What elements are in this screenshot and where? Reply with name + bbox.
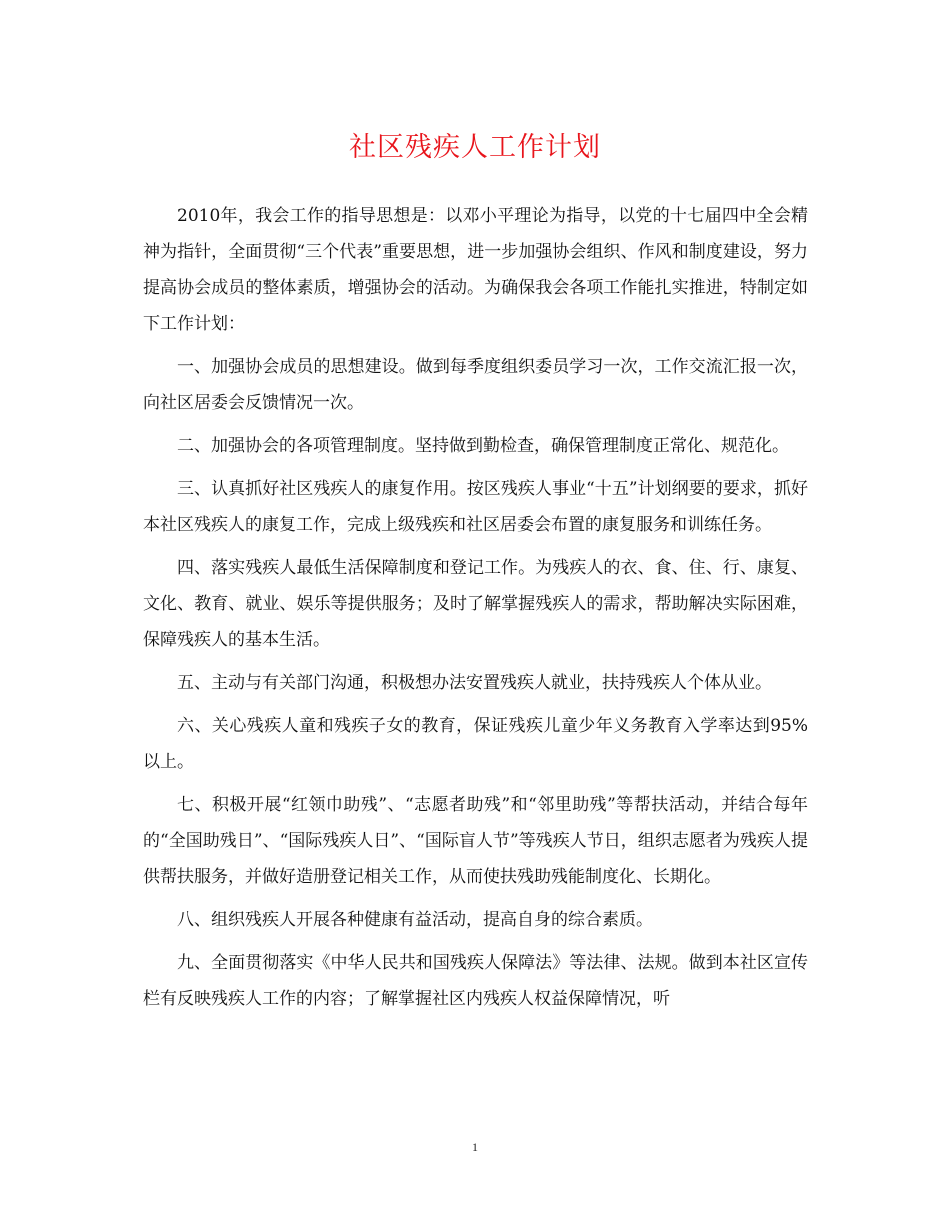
document-body bbox=[143, 198, 808, 1024]
paragraph-item-9: 九、全面贯彻落实《中华人民共和国残疾人保障法》等法律、法规。做到本社区宣传栏有反映残疾人工作的内容；了解掌握社区内残疾人权益保障情况，听 bbox=[143, 953, 808, 1009]
paragraph-item-2: 二、加强协会的各项管理制度。坚持做到勤检查，确保管理制度正常化、规范化。 bbox=[177, 436, 789, 456]
paragraph-item-3: 三、认真抓好社区残疾人的康复作用。按区残疾人事业“十五”计划纲要的要求，抓好本社区残疾人的康复工作，完成上级残疾和社区居委会布置的康复服务和训练任务。 bbox=[143, 479, 808, 535]
paragraph-item-5: 五、主动与有关部门沟通，积极想办法安置残疾人就业，扶持残疾人个体从业。 bbox=[177, 673, 772, 693]
paragraph-item-6: 六、关心残疾人童和残疾子女的教育，保证残疾儿童少年义务教育入学率达到95%以上。 bbox=[143, 716, 808, 772]
paragraph-item-7: 七、积极开展“红领巾助残”、“志愿者助残”和“邻里助残”等帮扶活动，并结合每年的“全国助残日”、“国际残疾人日”、“国际盲人节”等残疾人节日，组织志愿者为残疾人提供帮扶服务，并做好造册登记相关工作，从而使扶残助残能制度化、长期化。 bbox=[143, 795, 808, 887]
paragraph-item-4: 四、落实残疾人最低生活保障制度和登记工作。为残疾人的衣、食、住、行、康复、文化、教育、就业、娱乐等提供服务；及时了解掌握残疾人的需求，帮助解决实际困难，保障残疾人的基本生活。 bbox=[143, 558, 808, 650]
paragraph-item-1: 一、加强协会成员的思想建设。做到每季度组织委员学习一次，工作交流汇报一次，向社区居委会反馈情况一次。 bbox=[143, 357, 808, 413]
page-number: 1 bbox=[472, 1140, 478, 1154]
paragraph-intro: 2010年，我会工作的指导思想是：以邓小平理论为指导，以党的十七届四中全会精神为指针，全面贯彻“三个代表”重要思想，进一步加强协会组织、作风和制度建设，努力提高协会成员的整体素质，增强协会的活动。为确保我会各项工作能扎实推进，特制定如下工作计划： bbox=[143, 206, 808, 334]
paragraph-item-8: 八、组织残疾人开展各种健康有益活动，提高自身的综合素质。 bbox=[177, 910, 653, 930]
document-title: 社区残疾人工作计划 bbox=[349, 132, 601, 163]
